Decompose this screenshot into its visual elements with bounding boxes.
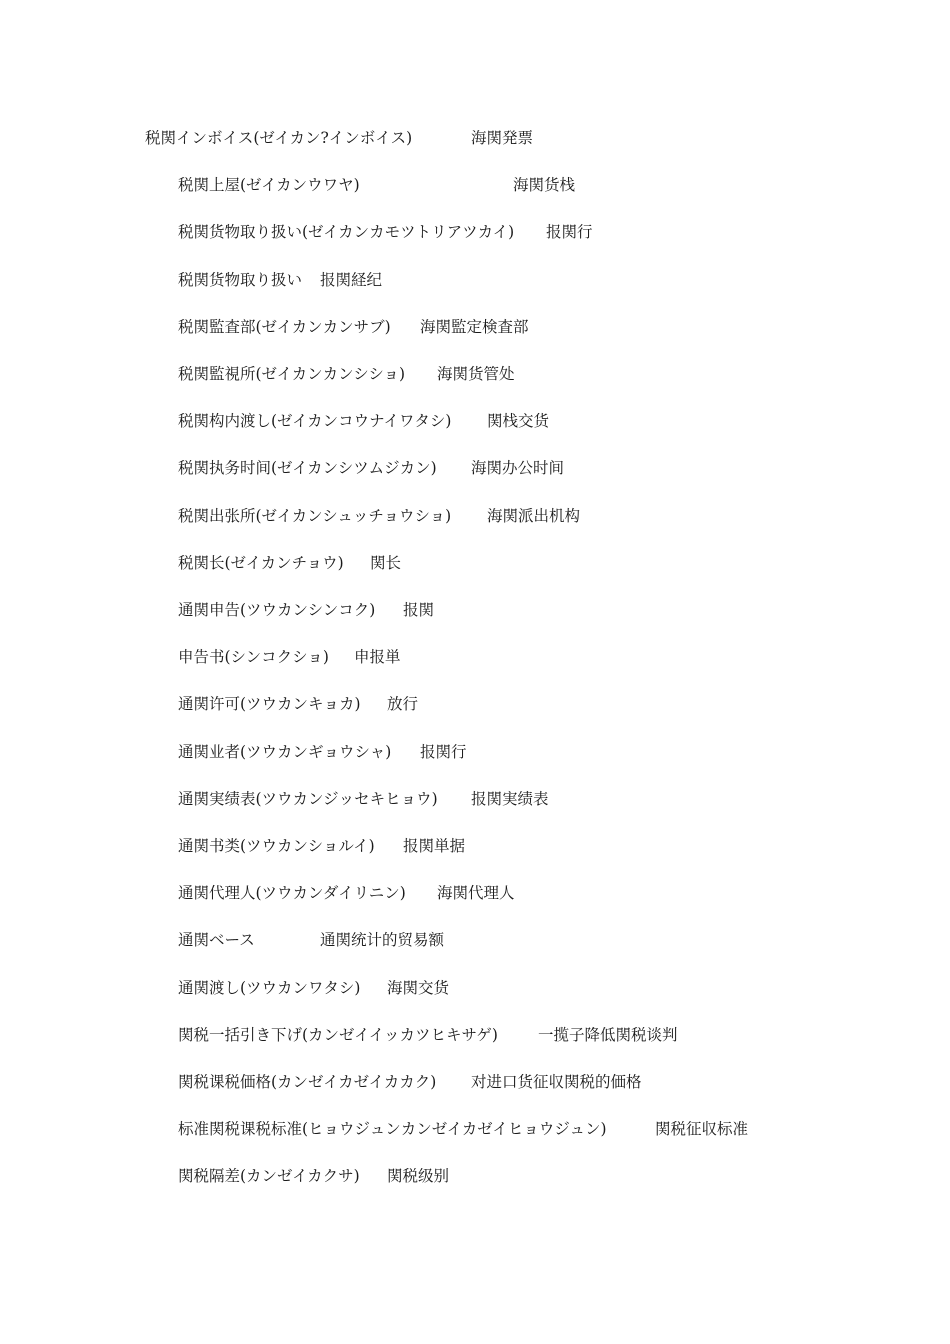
entry-meaning: 对进口货征収関税的価格 <box>471 1073 642 1091</box>
entry-meaning: 関税级别 <box>387 1167 450 1185</box>
entry-meaning: 报関単据 <box>403 837 466 855</box>
entry-meaning: 通関统计的贸易额 <box>320 931 445 949</box>
entry-meaning: 関税征収标准 <box>655 1120 749 1138</box>
entry-term: 税関构内渡し(ゼイカンコウナイワタシ) <box>178 412 452 430</box>
entry-meaning: 报関 <box>403 601 435 619</box>
entry-term: 通関申告(ツウカンシンコク) <box>178 601 376 619</box>
entry-meaning: 海関監定検査部 <box>420 318 529 336</box>
entry-term: 税関执务时间(ゼイカンシツムジカン) <box>178 459 437 477</box>
entry-meaning: 海関発票 <box>471 129 534 147</box>
entry-meaning: 一揽子降低関税谈判 <box>538 1026 678 1044</box>
entry-meaning: 海関货管处 <box>437 365 515 383</box>
entry-term: 税関出张所(ゼイカンシュッチョウショ) <box>178 507 452 525</box>
entry-meaning: 関长 <box>370 554 402 572</box>
entry-meaning: 报関経纪 <box>320 271 383 289</box>
entry-term: 関税课税価格(カンゼイカゼイカカク) <box>178 1073 437 1091</box>
entry-term: 通関业者(ツウカンギョウシャ) <box>178 743 392 761</box>
entry-term: 関税一括引き下げ(カンゼイイッカツヒキサゲ) <box>178 1026 498 1044</box>
entry-meaning: 関栈交货 <box>487 412 550 430</box>
entry-meaning: 海関代理人 <box>437 884 515 902</box>
entry-meaning: 报関行 <box>420 743 467 761</box>
entry-term: 通関许可(ツウカンキョカ) <box>178 695 361 713</box>
entry-term: 标准関税课税标准(ヒョウジュンカンゼイカゼイヒョウジュン) <box>178 1120 607 1138</box>
entry-meaning: 申报単 <box>354 648 401 666</box>
entry-term: 税関監査部(ゼイカンカンサブ) <box>178 318 391 336</box>
entry-term: 税関货物取り扱い <box>178 271 303 289</box>
entry-meaning: 海関派出机构 <box>487 507 581 525</box>
entry-term: 税関インボイス(ゼイカン?インボイス) <box>145 129 413 147</box>
entry-meaning: 海関交货 <box>387 979 450 997</box>
entry-meaning: 报関実绩表 <box>471 790 549 808</box>
entry-meaning: 海関货栈 <box>513 176 576 194</box>
entry-term: 税関監視所(ゼイカンカンシショ) <box>178 365 406 383</box>
entry-term: 通関书类(ツウカンショルイ) <box>178 837 375 855</box>
entry-term: 税関上屋(ゼイカンウワヤ) <box>178 176 360 194</box>
entry-term: 申告书(シンコクショ) <box>178 648 329 666</box>
entry-meaning: 放行 <box>387 695 419 713</box>
entry-term: 税関货物取り扱い(ゼイカンカモツトリアツカイ) <box>178 223 515 241</box>
entry-term: 税関长(ゼイカンチョウ) <box>178 554 344 572</box>
entry-meaning: 海関办公时间 <box>471 459 565 477</box>
entry-term: 通関実绩表(ツウカンジッセキヒョウ) <box>178 790 438 808</box>
entry-meaning: 报関行 <box>546 223 593 241</box>
entry-term: 通関ベース <box>178 931 255 949</box>
entry-term: 関税隔差(カンゼイカクサ) <box>178 1167 360 1185</box>
entry-term: 通関代理人(ツウカンダイリニン) <box>178 884 406 902</box>
entry-term: 通関渡し(ツウカンワタシ) <box>178 979 361 997</box>
